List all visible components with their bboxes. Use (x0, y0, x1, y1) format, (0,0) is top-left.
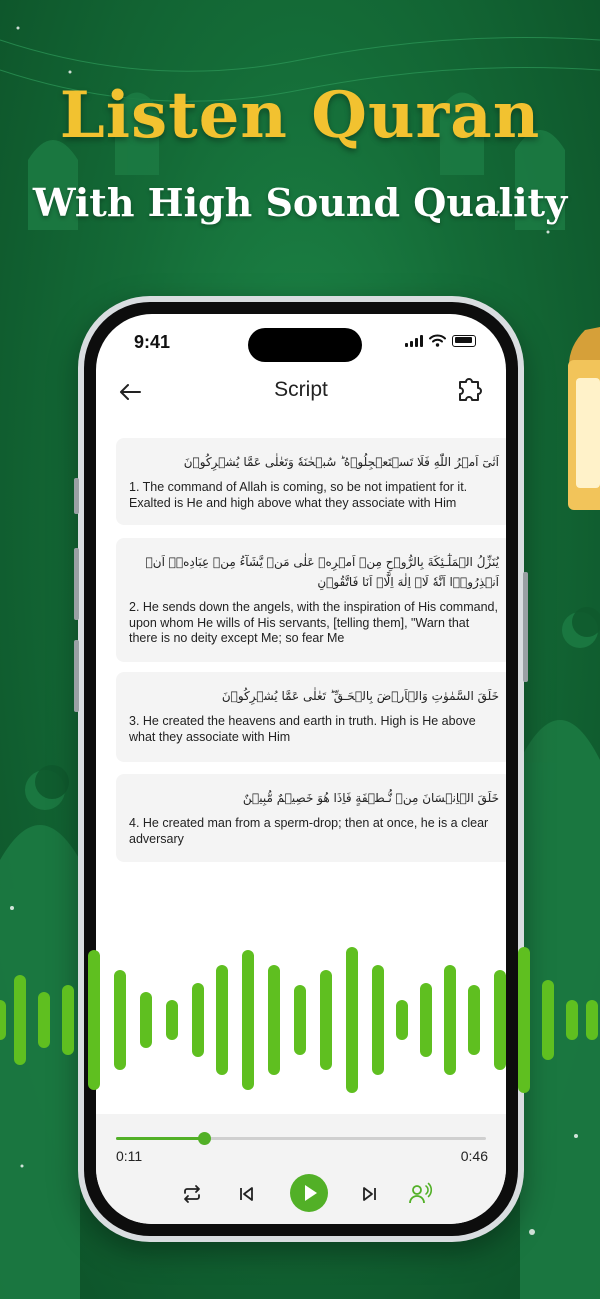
waveform-bar (320, 970, 332, 1070)
waveform-bar (494, 970, 506, 1070)
hero-subtitle: With High Sound Quality (32, 180, 568, 225)
waveform-bar (518, 947, 530, 1093)
status-icons (405, 334, 476, 347)
wifi-icon (429, 334, 446, 347)
side-button (74, 478, 79, 514)
repeat-button[interactable] (174, 1176, 210, 1212)
signal-icon (405, 335, 423, 347)
player-controls (96, 1174, 506, 1214)
waveform-bar (0, 1000, 6, 1040)
waveform-bar (192, 983, 204, 1057)
waveform-bar (62, 985, 74, 1055)
waveform-bar (444, 965, 456, 1075)
waveform-bar (114, 970, 126, 1070)
side-button (74, 548, 79, 620)
waveform-bar (396, 1000, 408, 1040)
waveform-bar (268, 965, 280, 1075)
waveform-bar (14, 975, 26, 1065)
waveform-bar (566, 1000, 578, 1040)
progress-fill (116, 1137, 204, 1140)
verse-card[interactable] (116, 774, 506, 862)
hero-title: Listen Quran (59, 78, 541, 153)
audio-player (96, 1114, 506, 1224)
current-time: 0:11 (116, 1148, 143, 1164)
progress-bar[interactable] (116, 1137, 486, 1140)
verse-translation: 2. He sends down the angels, with the inspiration of His command, upon whom He wills of His servants, [telling them], "Warn that there is no deity except Me; so fear Me (129, 600, 498, 645)
waveform-bar (372, 965, 384, 1075)
audio-waveform (0, 940, 600, 1100)
waveform-bar (166, 1000, 178, 1040)
next-button[interactable] (352, 1176, 388, 1212)
verse-card[interactable] (116, 538, 506, 662)
previous-button[interactable] (228, 1176, 264, 1212)
header (96, 372, 506, 412)
play-button[interactable] (290, 1174, 328, 1212)
verse-arabic: اَتٰىٓ اَمۡرُ اللّٰهِ فَلَا تَسۡتَعۡجِلُوۡهُ ؕ سُبۡحٰنَهٗ وَتَعٰلٰى عَمَّا يُشۡرِكُوۡنَ (183, 455, 499, 469)
waveform-bar (88, 950, 100, 1090)
waveform-bar (216, 965, 228, 1075)
play-icon (290, 1174, 328, 1212)
verse-translation: 4. He created man from a sperm-drop; then at once, he is a clear adversary (129, 816, 489, 846)
side-button (523, 572, 528, 682)
verse-card[interactable] (116, 672, 506, 762)
waveform-bar (242, 950, 254, 1090)
voice-icon (407, 1181, 433, 1207)
verse-arabic: يُنَزِّلُ الۡمَلٰٓـئِكَةَ بِالرُّوۡحِ مِنۡ اَمۡرِهٖ عَلٰى مَنۡ يَّشَآءُ مِنۡ عِبَادِهٖۤ اَنۡ اَنۡذِرُوۡۤا اَنَّهٗ لَاۤ اِلٰهَ اِلَّاۤ اَنَا فَاتَّقُوۡنِ (145, 555, 499, 589)
verse-card[interactable] (116, 438, 506, 525)
total-time: 0:46 (460, 1148, 488, 1164)
next-icon (360, 1184, 380, 1204)
verse-translation: 1. The command of Allah is coming, so be not impatient for it. Exalted is He and high above what they associate with Him (129, 480, 468, 510)
settings-icon (452, 374, 486, 408)
dynamic-island (248, 328, 362, 362)
verse-arabic: خَلَقَ السَّمٰوٰتِ وَالۡاَرۡضَ بِالۡحَـقِّ ؕ تَعٰلٰى عَمَّا يُشۡرِكُوۡنَ (221, 689, 499, 703)
verse-arabic: خَلَقَ الۡاِنۡسَانَ مِنۡ نُّـطۡفَةٍ فَاِذَا هُوَ خَصِيۡمٌ مُّبِيۡنٌ (242, 791, 499, 805)
waveform-bar (38, 992, 50, 1048)
status-time: 9:41 (134, 332, 171, 352)
side-button (74, 640, 79, 712)
verse-translation: 3. He created the heavens and earth in truth. High is He above what they associate with Him (129, 714, 476, 744)
battery-icon (452, 335, 476, 347)
voice-button[interactable] (402, 1176, 438, 1212)
waveform-bar (294, 985, 306, 1055)
waveform-bar (420, 983, 432, 1057)
previous-icon (236, 1184, 256, 1204)
waveform-bar (468, 985, 480, 1055)
waveform-bar (140, 992, 152, 1048)
repeat-icon (180, 1182, 204, 1206)
phone-frame (78, 296, 524, 1242)
progress-thumb[interactable] (198, 1132, 211, 1145)
page-title: Script (274, 378, 328, 401)
waveform-bar (542, 980, 554, 1060)
settings-button[interactable] (452, 374, 486, 408)
waveform-bar (586, 1000, 598, 1040)
waveform-bar (346, 947, 358, 1093)
